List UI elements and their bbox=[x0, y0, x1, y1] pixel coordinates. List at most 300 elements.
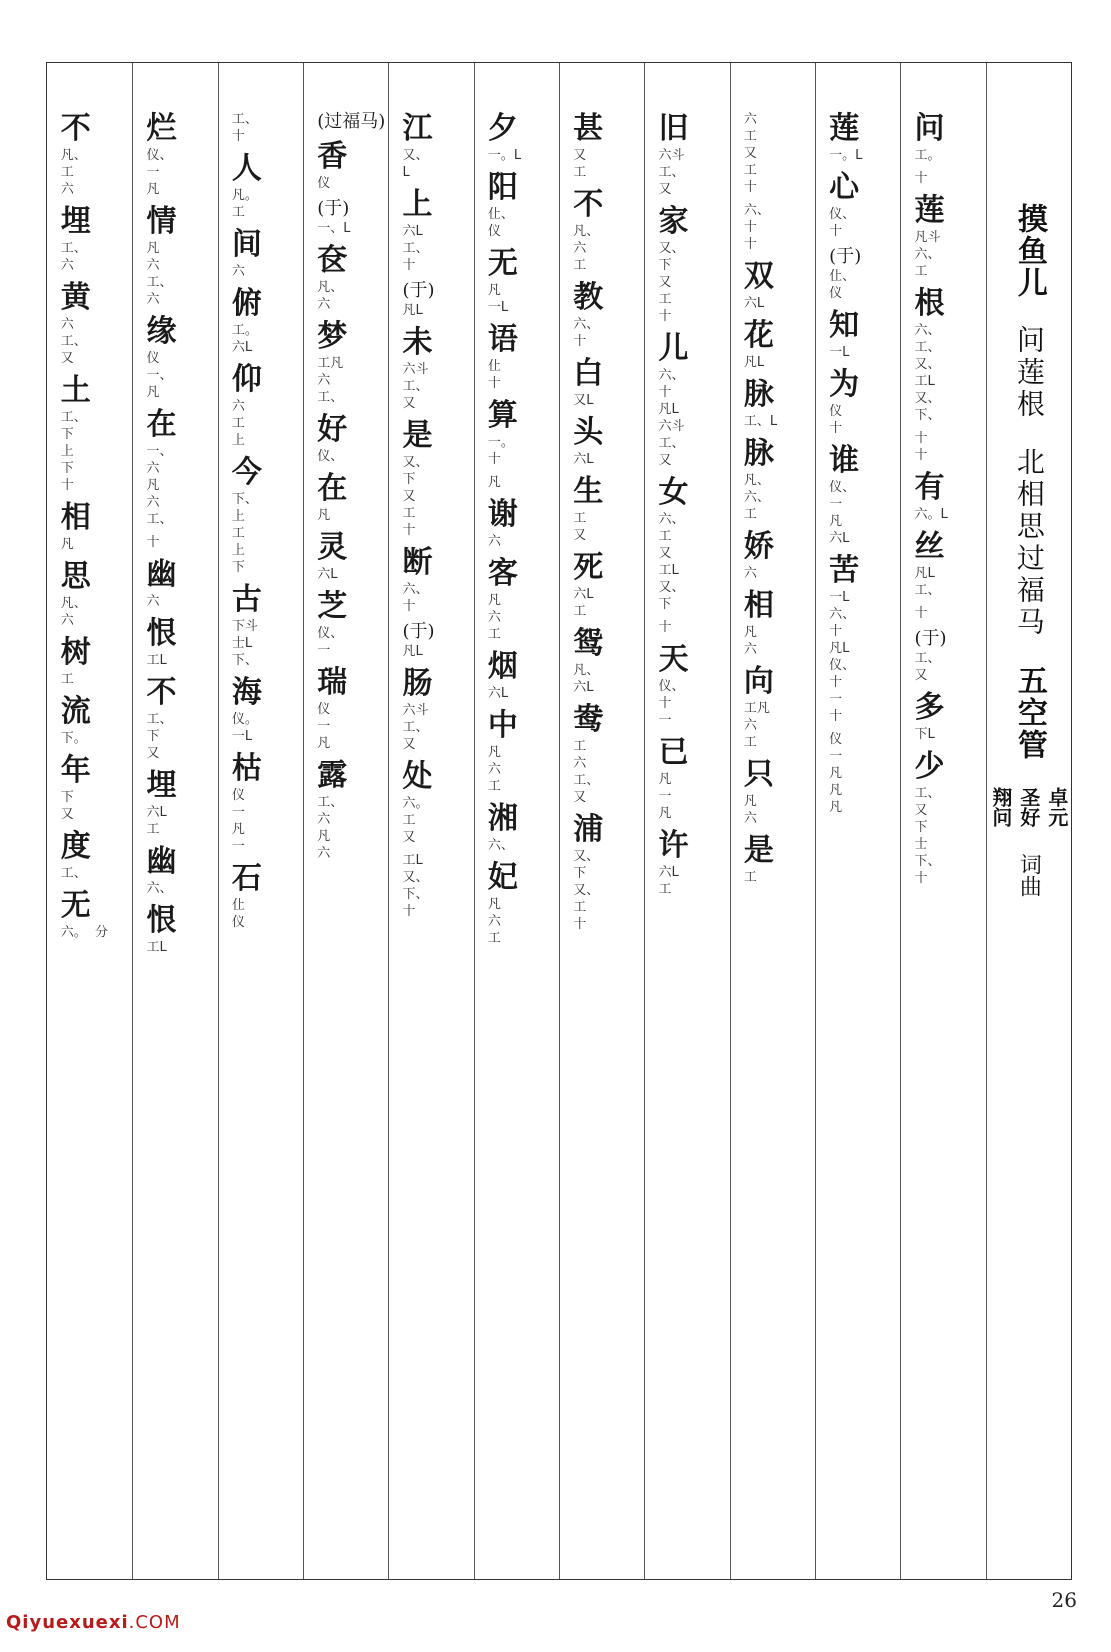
lyric-column bbox=[644, 63, 729, 1579]
lyric-character: 向 bbox=[743, 664, 774, 699]
title-column bbox=[986, 63, 1071, 1579]
lyric-character: 头 bbox=[573, 415, 604, 450]
notation-cell bbox=[476, 497, 558, 550]
notation-cell bbox=[476, 860, 558, 947]
lyric-character: 娇 bbox=[743, 529, 774, 564]
notation-cell bbox=[561, 415, 643, 468]
gongche-notes: 又L bbox=[573, 393, 594, 408]
notation-cell bbox=[647, 331, 729, 469]
notation-cell bbox=[561, 626, 643, 696]
notation-cell bbox=[732, 436, 814, 523]
lyric-column bbox=[303, 63, 388, 1579]
gongche-notes: 仪 一、 凡 bbox=[146, 351, 173, 400]
gongche-notes: 一、L bbox=[317, 221, 351, 236]
notation-cell bbox=[135, 111, 217, 198]
lyric-character: 相 bbox=[60, 500, 91, 535]
notation-cell bbox=[561, 812, 643, 933]
notation-cell bbox=[903, 193, 985, 280]
notation-cell bbox=[647, 735, 729, 822]
notation-cell bbox=[817, 170, 899, 240]
notation-cell bbox=[903, 170, 985, 187]
lyric-character: 问 bbox=[914, 111, 945, 146]
lyric-character: 人 bbox=[231, 151, 262, 186]
notation-cell bbox=[135, 534, 217, 551]
notation-cell bbox=[305, 589, 387, 659]
gongche-notes: 仩、 仪 bbox=[829, 269, 856, 301]
gongche-notes: 工。 bbox=[914, 148, 941, 163]
gongche-notes: 六、 工 又 工L 又、 下 bbox=[658, 512, 685, 612]
gongche-notes: 仪、 十 bbox=[829, 207, 856, 239]
gongche-notes: 凡 bbox=[487, 475, 501, 490]
notation-cell bbox=[135, 204, 217, 308]
lyric-character: 间 bbox=[231, 227, 262, 262]
score-grid bbox=[46, 62, 1072, 1580]
notation-cell bbox=[49, 694, 131, 747]
gongche-notes: 工、 十 bbox=[231, 112, 258, 144]
lyric-character: 土 bbox=[60, 373, 91, 408]
gongche-notes: 工、 六 bbox=[60, 241, 87, 273]
lyric-character: 露 bbox=[317, 758, 348, 793]
notation-cell bbox=[903, 529, 985, 599]
gongche-notes: 工、L bbox=[743, 414, 778, 429]
gongche-notes: 一、 六 凡 六 工、 bbox=[146, 444, 173, 527]
gongche-notes: 六。L bbox=[914, 507, 948, 522]
lyric-character: 少 bbox=[914, 749, 945, 784]
lyric-character: 客 bbox=[487, 556, 518, 591]
piece-title: 摸鱼儿 bbox=[1011, 203, 1047, 299]
gongche-notes: 工L 又、 下、 十 bbox=[402, 853, 429, 919]
lyric-character: 未 bbox=[402, 325, 433, 360]
lyric-character: 莲 bbox=[829, 111, 860, 146]
notation-cell bbox=[732, 588, 814, 658]
lyric-character: 只 bbox=[743, 757, 774, 792]
notation-cell bbox=[220, 286, 302, 356]
notation-cell bbox=[135, 314, 217, 401]
notation-cell bbox=[476, 708, 558, 795]
gongche-notes: 又、 下 又 工 十 bbox=[658, 241, 685, 324]
gongche-notes: 仪、 一 凡 六L bbox=[829, 480, 856, 546]
lyric-character: 处 bbox=[402, 759, 433, 794]
lyric-character: 夕 bbox=[487, 111, 518, 146]
notation-cell bbox=[135, 844, 217, 897]
gongche-notes: 工 bbox=[743, 870, 757, 885]
gongche-notes: 工。 六L bbox=[231, 323, 258, 355]
notation-cell bbox=[561, 280, 643, 350]
gongche-notes: 工 又 bbox=[573, 511, 587, 543]
lyric-character: 海 bbox=[231, 675, 262, 710]
notation-cell bbox=[305, 471, 387, 524]
lyric-character: 谁 bbox=[829, 443, 860, 478]
gongche-notes: 工 bbox=[60, 672, 74, 687]
notation-cell bbox=[647, 475, 729, 613]
notation-cell bbox=[220, 751, 302, 855]
notation-cell bbox=[391, 325, 473, 412]
notation-cell bbox=[220, 455, 302, 576]
credit-name: 圣好 bbox=[1016, 787, 1041, 827]
notation-cell bbox=[732, 833, 814, 886]
gongche-notes: 仪 十 bbox=[829, 404, 843, 436]
notation-cell bbox=[220, 227, 302, 280]
gongche-notes: 凡、 六 bbox=[317, 280, 344, 312]
notation-cell bbox=[903, 430, 985, 464]
gongche-notes: 仪 bbox=[317, 176, 331, 191]
gongche-notes: 仪、 一 bbox=[317, 626, 344, 658]
notation-cell bbox=[903, 286, 985, 424]
gongche-notes: 六、 十 bbox=[402, 582, 429, 614]
lyric-character: 年 bbox=[60, 753, 91, 788]
notation-cell bbox=[391, 418, 473, 539]
lyric-character: 枯 bbox=[231, 751, 262, 786]
notation-cell bbox=[903, 690, 985, 743]
lyric-character: 家 bbox=[658, 204, 689, 239]
notation-cell bbox=[305, 319, 387, 406]
notation-cell bbox=[220, 861, 302, 931]
credit-name: 翔问 bbox=[988, 787, 1013, 827]
gongche-notes: 下、 上 工 上 下 bbox=[231, 492, 258, 575]
lyric-character: 仰 bbox=[231, 362, 262, 397]
lyric-character: (过福马) bbox=[317, 111, 386, 132]
notation-cell bbox=[647, 619, 729, 636]
notation-cell bbox=[476, 649, 558, 702]
gongche-notes: 凡 bbox=[60, 537, 74, 552]
gongche-notes: 六。 工 又 bbox=[402, 796, 429, 845]
gongche-notes: 十 bbox=[658, 620, 672, 635]
gongche-notes: 凡 六 工、 六 bbox=[146, 241, 173, 307]
gongche-notes: 六 bbox=[146, 594, 160, 609]
notation-cell bbox=[561, 702, 643, 806]
notation-cell bbox=[903, 628, 985, 684]
gongche-notes: 六L bbox=[573, 452, 594, 467]
gongche-notes: 六、 十 凡L 六斗 工、 又 bbox=[658, 368, 685, 468]
gongche-notes: 工、 下 又 bbox=[146, 712, 173, 761]
gongche-notes: 凡 一L bbox=[487, 283, 509, 315]
lyric-character: (于) bbox=[317, 198, 350, 219]
notation-cell bbox=[391, 280, 473, 319]
gongche-notes: 凡。 工 bbox=[231, 188, 258, 220]
lyric-character: 俯 bbox=[231, 286, 262, 321]
gongche-notes: 凡 bbox=[317, 508, 331, 523]
gongche-notes: 工、 又 下 士 下、 十 bbox=[914, 786, 941, 886]
genre-label: 词曲 bbox=[1016, 853, 1042, 897]
lyric-character: 浦 bbox=[573, 812, 604, 847]
notation-cell bbox=[391, 111, 473, 181]
gongche-notes: 六L 工、 十 bbox=[402, 224, 429, 273]
lyric-character: 是 bbox=[402, 418, 433, 453]
lyric-character: 不 bbox=[573, 187, 604, 222]
notation-cell bbox=[135, 557, 217, 610]
lyric-column bbox=[900, 63, 985, 1579]
notation-cell bbox=[732, 318, 814, 371]
notation-cell bbox=[305, 198, 387, 237]
notation-cell bbox=[220, 675, 302, 745]
notation-cell bbox=[476, 111, 558, 164]
gongche-notes: 工、 又 bbox=[914, 651, 941, 683]
gongche-notes: 凡、 六 工 bbox=[573, 224, 600, 273]
notation-cell bbox=[817, 731, 899, 816]
gongche-notes: 六、 工、 又、 工L 又、 下、 bbox=[914, 323, 941, 423]
gongche-notes: 六L bbox=[487, 686, 509, 701]
notation-cell bbox=[732, 664, 814, 751]
notation-cell bbox=[561, 550, 643, 620]
gongche-notes: 六L bbox=[743, 296, 765, 311]
gongche-notes: 工凡 六 工、 bbox=[317, 356, 344, 405]
gongche-notes: 六 bbox=[487, 534, 501, 549]
notation-cell bbox=[732, 111, 814, 196]
lyric-column bbox=[47, 63, 132, 1579]
lyric-character: 断 bbox=[402, 545, 433, 580]
watermark-domain: .COM bbox=[128, 1612, 181, 1633]
gongche-notes: 十 bbox=[914, 171, 928, 186]
lyric-character: 不 bbox=[60, 111, 91, 146]
notation-cell bbox=[647, 204, 729, 325]
lyric-character: 鸳 bbox=[573, 626, 604, 661]
lyric-character: 烂 bbox=[146, 111, 177, 146]
lyric-character: 肠 bbox=[402, 666, 433, 701]
lyric-character: 双 bbox=[743, 259, 774, 294]
gongche-notes: 六。 分 bbox=[60, 925, 108, 940]
lyric-character: 不 bbox=[146, 675, 177, 710]
gongche-notes: 仪。 一L bbox=[231, 712, 258, 744]
lyric-character: 教 bbox=[573, 280, 604, 315]
lyric-character: 根 bbox=[914, 286, 945, 321]
credit-name: 卓元 bbox=[1044, 787, 1069, 827]
gongche-notes: 六、 十 十 bbox=[743, 203, 770, 252]
lyric-column bbox=[730, 63, 815, 1579]
lyric-character: 流 bbox=[60, 694, 91, 729]
gongche-notes: 凡、 六L bbox=[573, 663, 600, 695]
gongche-notes: 仪、 十 一 bbox=[658, 679, 685, 728]
gongche-notes: 凡L bbox=[402, 644, 423, 659]
notation-cell bbox=[732, 377, 814, 430]
lyric-character: 石 bbox=[231, 861, 262, 896]
notation-cell bbox=[476, 246, 558, 316]
lyric-character: 埋 bbox=[146, 768, 177, 803]
gongche-notes: 凡 六 工 bbox=[487, 897, 501, 946]
lyric-character: 莲 bbox=[914, 193, 945, 228]
lyric-character: 旧 bbox=[658, 111, 689, 146]
lyric-character: 湘 bbox=[487, 801, 518, 836]
gongche-notes: 凡、 六 bbox=[60, 596, 87, 628]
gongche-notes: 一。L bbox=[487, 148, 522, 163]
gongche-notes: 又、 L bbox=[402, 148, 429, 180]
notation-cell bbox=[391, 545, 473, 615]
notation-cell bbox=[817, 367, 899, 437]
gongche-notes: 工L bbox=[146, 940, 167, 955]
notation-cell bbox=[817, 443, 899, 547]
notation-cell bbox=[49, 204, 131, 274]
lyric-character: 在 bbox=[317, 471, 348, 506]
gongche-notes: 工L bbox=[146, 653, 167, 668]
lyric-character: 谢 bbox=[487, 497, 518, 532]
lyric-character: (于) bbox=[829, 246, 862, 267]
gongche-notes: 六 bbox=[743, 566, 757, 581]
notation-cell bbox=[647, 111, 729, 198]
gongche-notes: 工、 bbox=[60, 866, 87, 881]
notation-cell bbox=[476, 556, 558, 643]
gongche-notes: 凡 六 工 bbox=[487, 745, 501, 794]
notation-cell bbox=[220, 111, 302, 145]
gongche-notes: 凡 六 工 bbox=[487, 593, 501, 642]
lyric-character: 生 bbox=[573, 474, 604, 509]
gongche-notes: 六、 十 bbox=[573, 317, 600, 349]
lyric-character: 香 bbox=[317, 139, 348, 174]
lyric-column bbox=[132, 63, 217, 1579]
lyric-character: 恨 bbox=[146, 903, 177, 938]
lyric-character: 古 bbox=[231, 582, 262, 617]
lyric-character: 是 bbox=[743, 833, 774, 868]
notation-cell bbox=[49, 829, 131, 882]
gongche-notes: 又、 下 又 工 十 bbox=[402, 455, 429, 538]
gongche-notes: 六 工、 又 bbox=[60, 317, 87, 366]
lyric-character: (于) bbox=[914, 628, 947, 649]
notation-cell bbox=[561, 474, 643, 544]
lyric-character: 花 bbox=[743, 318, 774, 353]
notation-cell bbox=[647, 828, 729, 898]
lyric-character: 女 bbox=[658, 475, 689, 510]
notation-cell bbox=[305, 665, 387, 752]
gongche-notes: 六L bbox=[317, 567, 338, 582]
notation-cell bbox=[49, 635, 131, 688]
lyric-character: 度 bbox=[60, 829, 91, 864]
lyric-character: 上 bbox=[402, 187, 433, 222]
watermark-text: Qiyuexuexi bbox=[6, 1612, 129, 1633]
notation-cell bbox=[49, 753, 131, 823]
lyric-character: 无 bbox=[487, 246, 518, 281]
notation-cell bbox=[476, 398, 558, 468]
gongche-notes: 一。L bbox=[829, 148, 863, 163]
lyric-character: (于) bbox=[402, 621, 435, 642]
lyric-character: 幽 bbox=[146, 557, 177, 592]
gongche-notes: 凡、 工 六 bbox=[60, 148, 87, 197]
notation-cell bbox=[49, 888, 131, 941]
notation-cell bbox=[305, 530, 387, 583]
notation-cell bbox=[476, 170, 558, 240]
notation-cell bbox=[561, 187, 643, 274]
gongche-notes: 下L bbox=[914, 727, 935, 742]
gongche-notes: 仪 一 凡 凡 凡 bbox=[829, 732, 843, 815]
lyric-character: 脉 bbox=[743, 377, 774, 412]
gongche-notes: 凡 六 bbox=[743, 794, 757, 826]
notation-cell bbox=[220, 582, 302, 669]
lyric-character: 情 bbox=[146, 204, 177, 239]
gongche-notes: 下。 bbox=[60, 731, 87, 746]
gongche-notes: 六斗 工、 又 bbox=[658, 148, 685, 197]
lyric-character: 心 bbox=[829, 170, 860, 205]
lyric-character: 树 bbox=[60, 635, 91, 670]
gongche-notes: 六 工 上 bbox=[231, 399, 245, 448]
lyric-character: 阳 bbox=[487, 170, 518, 205]
lyric-character: 梦 bbox=[317, 319, 348, 354]
lyric-column bbox=[388, 63, 473, 1579]
notation-cell bbox=[305, 758, 387, 862]
notation-cell bbox=[817, 246, 899, 302]
lyric-character: 多 bbox=[914, 690, 945, 725]
notation-cell bbox=[391, 852, 473, 920]
notation-cell bbox=[220, 362, 302, 449]
notation-cell bbox=[49, 111, 131, 198]
notation-cell bbox=[903, 111, 985, 164]
notation-cell bbox=[817, 308, 899, 361]
gongche-notes: 六斗 工、 又 bbox=[402, 703, 429, 752]
lyric-character: 缘 bbox=[146, 314, 177, 349]
gongche-notes: 下斗 士L 下、 bbox=[231, 619, 258, 668]
notation-cell bbox=[391, 621, 473, 660]
tune-name: 北相思过福马 bbox=[1012, 447, 1046, 639]
lyric-character: 已 bbox=[658, 735, 689, 770]
gongche-notes: 六、 bbox=[487, 838, 514, 853]
lyric-character: 好 bbox=[317, 412, 348, 447]
lyric-character: 烟 bbox=[487, 649, 518, 684]
gongche-notes: 凡斗 六、 工 bbox=[914, 230, 941, 279]
gongche-notes: 又 工 bbox=[573, 148, 587, 180]
lyric-character: 思 bbox=[60, 559, 91, 594]
gongche-notes: 凡、 六、 工 bbox=[743, 473, 770, 522]
gongche-notes: 六L 工 bbox=[658, 865, 679, 897]
gongche-notes: 十 bbox=[146, 535, 160, 550]
gongche-notes: 凡L bbox=[402, 303, 423, 318]
credits bbox=[989, 787, 1069, 827]
lyric-character: 甚 bbox=[573, 111, 604, 146]
gongche-notes: 工凡 六 工 bbox=[743, 701, 770, 750]
gongche-notes: 十 十 bbox=[914, 431, 928, 463]
lyric-character: 黄 bbox=[60, 280, 91, 315]
notation-cell bbox=[135, 768, 217, 838]
notation-cell bbox=[903, 470, 985, 523]
lyric-character: 丝 bbox=[914, 529, 945, 564]
gongche-notes: 仩 十 bbox=[487, 359, 501, 391]
gongche-notes: 又、 下 又、 工 十 bbox=[573, 849, 600, 932]
lyric-character: 许 bbox=[658, 828, 689, 863]
lyric-column bbox=[218, 63, 303, 1579]
gongche-notes: 十 bbox=[914, 606, 928, 621]
notation-cell bbox=[135, 903, 217, 956]
lyric-character: 知 bbox=[829, 308, 860, 343]
gongche-notes: 凡 一 凡 bbox=[658, 772, 672, 821]
gongche-notes: 六 工 又 工 十 bbox=[743, 112, 757, 195]
lyric-character: 语 bbox=[487, 322, 518, 357]
gongche-notes: 一L 六、 十 凡L 仪、 十 一 十 bbox=[829, 590, 856, 724]
lyric-character: 儿 bbox=[658, 331, 689, 366]
notation-cell bbox=[391, 187, 473, 274]
lyric-character: 今 bbox=[231, 455, 262, 490]
lyric-character: 埋 bbox=[60, 204, 91, 239]
notation-cell bbox=[476, 322, 558, 392]
notation-cell bbox=[732, 529, 814, 582]
lyric-character: 相 bbox=[743, 588, 774, 623]
gongche-notes: 六L 工 bbox=[573, 587, 594, 619]
lyric-column bbox=[815, 63, 900, 1579]
notation-cell bbox=[903, 749, 985, 887]
lyric-character: 江 bbox=[402, 111, 433, 146]
notation-cell bbox=[305, 243, 387, 313]
lyric-character: 为 bbox=[829, 367, 860, 402]
notation-cell bbox=[391, 759, 473, 846]
notation-cell bbox=[49, 373, 131, 494]
gongche-notes: 工 六 工、 又 bbox=[573, 739, 600, 805]
notation-cell bbox=[135, 675, 217, 762]
lyric-character: 幽 bbox=[146, 844, 177, 879]
gongche-notes: 凡L bbox=[743, 355, 765, 370]
gongche-notes: 凡L 工、 bbox=[914, 566, 941, 598]
gongche-notes: 下 又 bbox=[60, 790, 74, 822]
gongche-notes: 六 bbox=[231, 264, 245, 279]
lyric-character: 死 bbox=[573, 550, 604, 585]
lyric-character: 脉 bbox=[743, 436, 774, 471]
notation-cell bbox=[476, 801, 558, 854]
notation-cell bbox=[305, 412, 387, 465]
notation-cell bbox=[305, 139, 387, 192]
page-number: 26 bbox=[1051, 1588, 1077, 1612]
